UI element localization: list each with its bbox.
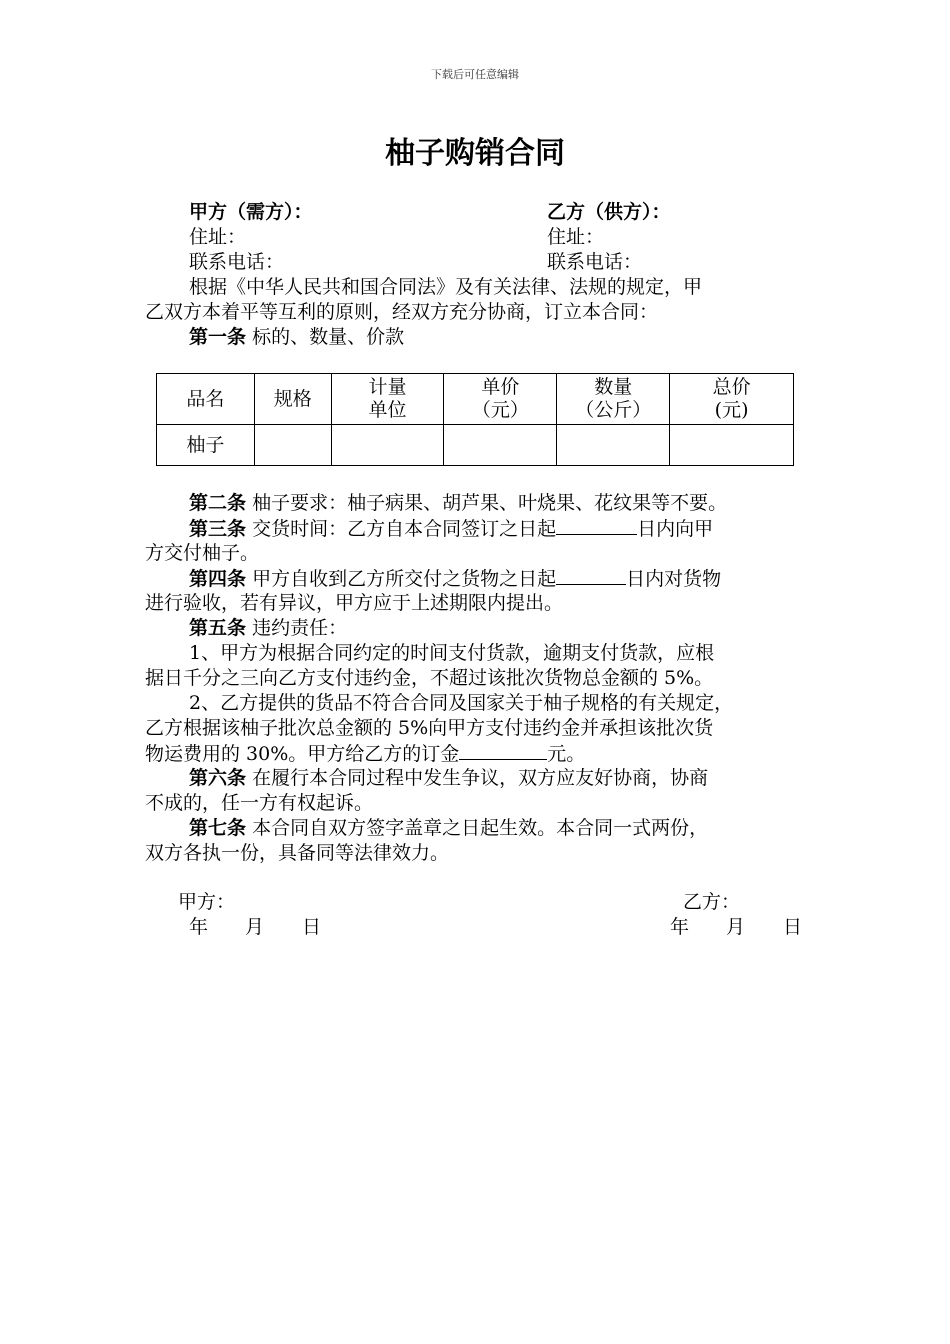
article-3-text-after: 日内向甲 (637, 518, 714, 540)
delivery-days-blank (556, 516, 637, 535)
party-b-label: 乙方（供方）： (547, 201, 671, 223)
party-b-address: 住址： (547, 226, 605, 248)
document-title: 柚子购销合同 (385, 136, 565, 171)
article-5-item-1-line-2: 据日千分之三向乙方支付违约金，不超过该批次货物总金额的 5%。 (145, 667, 714, 689)
cell-total (670, 425, 794, 466)
article-5-item-2-line-1: 2、乙方提供的货品不符合合同及国家关于柚子规格的有关规定， (189, 692, 734, 714)
article-6-line-2: 不成的，任一方有权起诉。 (145, 792, 374, 814)
article-5 (189, 616, 347, 640)
article-7-heading: 第七条 (189, 817, 247, 839)
date-a-year: 年 (189, 916, 209, 938)
table-row (157, 425, 794, 466)
article-2-text: 柚子要求：柚子病果、胡芦果、叶烧果、花纹果等不要。 (252, 492, 728, 514)
date-b-year: 年 (670, 916, 690, 938)
intro-line-1: 根据《中华人民共和国合同法》及有关法律、法规的规定，甲 (189, 276, 703, 298)
article-3-text-before: 交货时间：乙方自本合同签订之日起 (252, 518, 557, 540)
date-a-month: 月 (245, 916, 265, 938)
date-b-month: 月 (726, 916, 746, 938)
article-7-line-2: 双方各执一份，具备同等法律效力。 (145, 842, 450, 864)
header-cell-total: 总价 (元) (670, 374, 794, 425)
deposit-amount-blank (459, 741, 547, 760)
header-cell-qty: 数量 （公斤） (557, 374, 670, 425)
article-4 (189, 566, 721, 591)
header-cell-price: 单价 （元） (444, 374, 557, 425)
cell-qty (557, 425, 670, 466)
party-a-address: 住址： (189, 226, 247, 248)
article-4-text-after: 日内对货物 (626, 568, 722, 590)
inspection-days-blank (556, 566, 626, 585)
cell-spec (254, 425, 331, 466)
article-1-heading: 第一条 (189, 326, 247, 348)
article-2 (189, 491, 727, 515)
header-cell-unit: 计量 单位 (331, 374, 444, 425)
header-cell-name: 品名 (157, 374, 255, 425)
table-header-row (157, 374, 794, 425)
article-2-heading: 第二条 (189, 492, 247, 514)
article-5-item-1-line-1: 1、甲方为根据合同约定的时间支付货款，逾期支付货款，应根 (189, 642, 715, 664)
article-3-line-2: 方交付柚子。 (145, 542, 260, 564)
cell-name: 柚子 (157, 425, 255, 466)
header-note: 下载后可任意编辑 (431, 68, 519, 81)
article-6-text: 在履行本合同过程中发生争议，双方应友好协商，协商 (252, 767, 709, 789)
article-5-heading: 第五条 (189, 617, 247, 639)
cell-price (444, 425, 557, 466)
signature-party-b: 乙方： (683, 891, 741, 913)
date-b-day: 日 (783, 916, 803, 938)
cell-unit (331, 425, 444, 466)
article-7-text: 本合同自双方签字盖章之日起生效。本合同一式两份， (252, 817, 709, 839)
intro-line-2: 乙双方本着平等互利的原则，经双方充分协商，订立本合同： (145, 301, 659, 323)
signature-party-a: 甲方： (178, 891, 236, 913)
party-a-label: 甲方（需方）： (189, 201, 313, 223)
party-b-phone: 联系电话： (547, 251, 643, 273)
party-a-phone: 联系电话： (189, 251, 285, 273)
article-1 (189, 325, 404, 349)
article-5-item-2-line-3: 物运费用的 30%。甲方给乙方的订金 元。 (145, 743, 586, 765)
article-3 (189, 516, 713, 541)
article-7 (189, 816, 708, 840)
article-4-heading: 第四条 (189, 568, 247, 590)
article-1-text: 标的、数量、价款 (252, 326, 405, 348)
article-6-heading: 第六条 (189, 767, 247, 789)
date-a-day: 日 (302, 916, 322, 938)
article-4-text-before: 甲方自收到乙方所交付之货物之日起 (252, 568, 557, 590)
article-5-item-2-line-2: 乙方根据该柚子批次总金额的 5%向甲方支付违约金并承担该批次货 (145, 717, 714, 739)
article-6 (189, 766, 708, 790)
header-cell-spec: 规格 (254, 374, 331, 425)
article-3-heading: 第三条 (189, 518, 247, 540)
article-5-text: 违约责任： (252, 617, 348, 639)
article-4-line-2: 进行验收，若有异议，甲方应于上述期限内提出。 (145, 592, 564, 614)
goods-table (156, 373, 794, 466)
